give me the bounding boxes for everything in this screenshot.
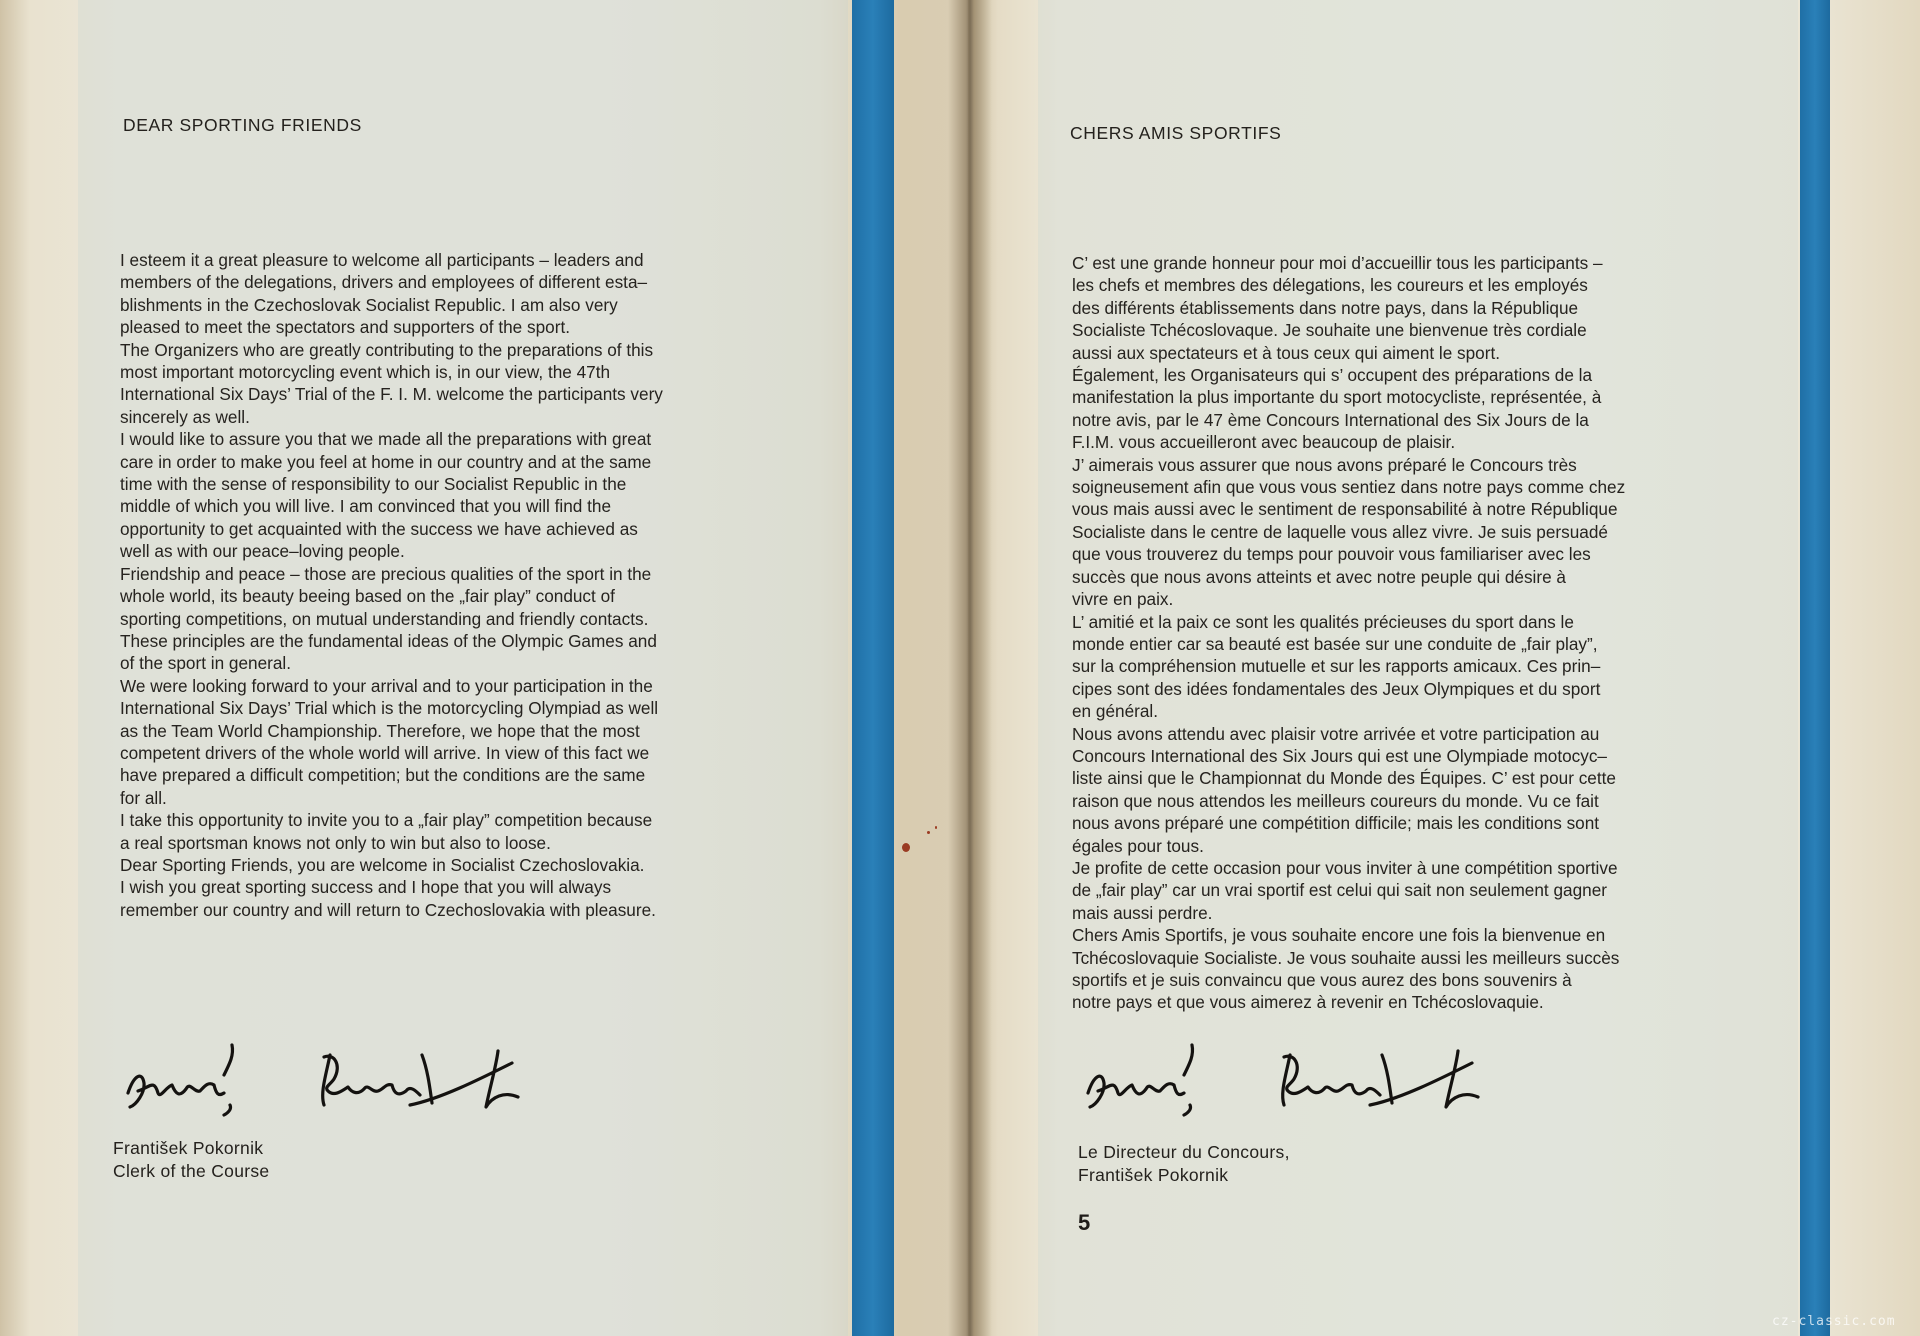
letter-line: most important motorcycling event which is, in our view, the 47th bbox=[120, 362, 611, 383]
right-blue-stripe bbox=[1800, 0, 1830, 1336]
ink-spot bbox=[902, 843, 910, 852]
letter-line: time with the sense of responsibility to our Socialist Republic in the bbox=[120, 474, 627, 495]
letter-line: monde entier car sa beauté est basée sur une conduite de „fair play”, bbox=[1072, 633, 1598, 654]
letter-line: Concours International des Six Jours qui est une Olympiade motocyc– bbox=[1072, 745, 1607, 766]
page-number: 5 bbox=[1078, 1210, 1091, 1235]
letter-line: soigneusement afin que vous vous sentiez dans notre pays comme chez bbox=[1072, 477, 1626, 498]
letter-line: Socialiste dans le centre de laquelle vous allez vivre. Je suis persuadé bbox=[1072, 521, 1608, 542]
letter-line: Socialiste Tchécoslovaque. Je souhaite une bienvenue très cordiale bbox=[1072, 320, 1587, 341]
letter-line: manifestation la plus importante du sport motocycliste, représentée, à bbox=[1072, 387, 1602, 408]
site-watermark: cz-classic.com bbox=[1772, 1314, 1896, 1329]
letter-line: I wish you great sporting success and I hope that you will always bbox=[120, 877, 612, 898]
letter-line: L’ amitié et la paix ce sont les qualités précieuses du sport dans le bbox=[1072, 611, 1574, 632]
letter-line: a real sportsman knows not only to win but also to loose. bbox=[120, 832, 551, 853]
letter-line: of the sport in general. bbox=[120, 653, 292, 674]
letter-line: competent drivers of the whole world will arrive. In view of this fact we bbox=[120, 742, 650, 763]
letter-line: The Organizers who are greatly contributing to the preparations of this bbox=[120, 339, 654, 360]
letter-line: notre avis, par le 47 ème Concours International des Six Jours de la bbox=[1072, 409, 1589, 430]
letter-line: sportifs et je suis convaincu que vous aurez des bons souvenirs à bbox=[1072, 970, 1572, 990]
letter-line: vivre en paix. bbox=[1072, 589, 1174, 610]
letter-line: notre pays et que vous aimerez à revenir en Tchécoslovaquie. bbox=[1072, 992, 1544, 1013]
letter-line: Je profite de cette occasion pour vous inviter à une compétition sportive bbox=[1072, 857, 1618, 878]
letter-line: égales pour tous. bbox=[1072, 835, 1204, 856]
ink-spot bbox=[935, 826, 937, 829]
letter-line: Chers Amis Sportifs, je vous souhaite encore une fois la bienvenue en bbox=[1072, 925, 1606, 946]
letter-line: vous mais aussi avec le sentiment de responsabilité à notre République bbox=[1072, 499, 1618, 520]
letter-line: International Six Days’ Trial of the F. I. M. welcome the participants very bbox=[120, 384, 663, 405]
french-signatory bbox=[1078, 1141, 1290, 1187]
letter-line: Également, les Organisateurs qui s’ occupent des préparations de la bbox=[1072, 365, 1593, 386]
french-letter-body bbox=[1072, 252, 1625, 1014]
letter-line: F.I.M. vous accueilleront avec beaucoup de plaisir. bbox=[1072, 432, 1456, 453]
letter-line: Nous avons attendu avec plaisir votre arrivée et votre participation au bbox=[1072, 723, 1600, 744]
letter-line: liste ainsi que le Championnat du Monde des Équipes. C’ est pour cette bbox=[1072, 768, 1616, 789]
letter-line: des différents établissements dans notre pays, dans la République bbox=[1072, 297, 1579, 318]
letter-line: well as with our peace–loving people. bbox=[120, 541, 405, 562]
letter-line: mais aussi perdre. bbox=[1072, 902, 1213, 923]
handwritten-signature bbox=[1080, 1035, 1560, 1125]
letter-line: I esteem it a great pleasure to welcome all participants – leaders and bbox=[120, 250, 644, 270]
letter-line: Dear Sporting Friends, you are welcome in Socialist Czechoslovakia. bbox=[120, 854, 645, 875]
letter-line: blishments in the Czechoslovak Socialist Republic. I am also very bbox=[120, 294, 618, 315]
english-signatory bbox=[113, 1137, 269, 1183]
signatory-title: Clerk of the Course bbox=[113, 1161, 270, 1181]
letter-line: These principles are the fundamental ideas of the Olympic Games and bbox=[120, 630, 657, 651]
letter-line: as the Team World Championship. Therefore, we hope that the most bbox=[120, 720, 640, 741]
letter-line: have prepared a difficult competition; but the conditions are the same bbox=[120, 765, 646, 786]
ink-spot bbox=[927, 831, 930, 834]
signatory-name: František Pokornik bbox=[1078, 1165, 1229, 1185]
letter-line: care in order to make you feel at home in our country and at the same bbox=[120, 451, 652, 472]
english-letter-heading: DEAR SPORTING FRIENDS bbox=[123, 115, 362, 135]
letter-line: sur la compréhension mutuelle et sur les rapports amicaux. Ces prin– bbox=[1072, 656, 1601, 677]
english-letter-body bbox=[120, 249, 663, 921]
letter-line: sporting competitions, on mutual understanding and friendly contacts. bbox=[120, 608, 649, 629]
left-blue-stripe bbox=[852, 0, 894, 1336]
french-letter-heading: CHERS AMIS SPORTIFS bbox=[1070, 123, 1282, 143]
letter-line: opportunity to get acquainted with the success we have achieved as bbox=[120, 518, 638, 539]
letter-line: cipes sont des idées fondamentales des Jeux Olympiques et du sport bbox=[1072, 678, 1601, 699]
letter-line: Tchécoslovaquie Socialiste. Je vous souhaite aussi les meilleurs succès bbox=[1072, 947, 1620, 968]
letter-line: We were looking forward to your arrival and to your participation in the bbox=[120, 675, 653, 696]
letter-line: de „fair play” car un vrai sportif est celui qui sait non seulement gagner bbox=[1072, 880, 1607, 901]
letter-line: Friendship and peace – those are precious qualities of the sport in the bbox=[120, 563, 652, 584]
letter-line: en général. bbox=[1072, 701, 1159, 722]
book-gutter bbox=[948, 0, 992, 1336]
handwritten-signature bbox=[120, 1035, 600, 1125]
letter-line: I take this opportunity to invite you to a „fair play” competition because bbox=[120, 810, 653, 831]
letter-line: sincerely as well. bbox=[120, 406, 250, 427]
letter-line: members of the delegations, drivers and employees of different esta– bbox=[120, 272, 648, 293]
letter-line: aussi aux spectateurs et à tous ceux qui aiment le sport. bbox=[1072, 342, 1501, 363]
letter-line: que vous trouverez du temps pour pouvoir vous familiariser avec les bbox=[1072, 544, 1591, 565]
letter-line: succès que nous avons atteints et avec notre peuple qui désire à bbox=[1072, 566, 1566, 587]
letter-line: for all. bbox=[120, 787, 167, 808]
letter-line: I would like to assure you that we made all the preparations with great bbox=[120, 429, 652, 450]
letter-line: International Six Days’ Trial which is the motorcycling Olympiad as well bbox=[120, 698, 659, 719]
letter-line: remember our country and will return to Czechoslovakia with pleasure. bbox=[120, 899, 656, 920]
letter-line: J’ aimerais vous assurer que nous avons préparé le Concours très bbox=[1072, 454, 1577, 475]
signatory-title: Le Directeur du Concours, bbox=[1078, 1142, 1290, 1162]
letter-line: pleased to meet the spectators and supporters of the sport. bbox=[120, 317, 571, 338]
letter-line: whole world, its beauty beeing based on the „fair play” conduct of bbox=[120, 586, 615, 607]
signatory-name: František Pokornik bbox=[113, 1138, 264, 1158]
letter-line: C’ est une grande honneur pour moi d’accueillir tous les participants – bbox=[1072, 253, 1603, 273]
letter-line: raison que nous attendos les meilleurs coureurs du monde. Vu ce fait bbox=[1072, 790, 1599, 811]
letter-line: middle of which you will live. I am convinced that you will find the bbox=[120, 496, 612, 517]
letter-line: nous avons préparé une compétition difficile; mais les conditions sont bbox=[1072, 813, 1600, 834]
letter-line: les chefs et membres des délegations, les coureurs et les employés bbox=[1072, 275, 1588, 296]
